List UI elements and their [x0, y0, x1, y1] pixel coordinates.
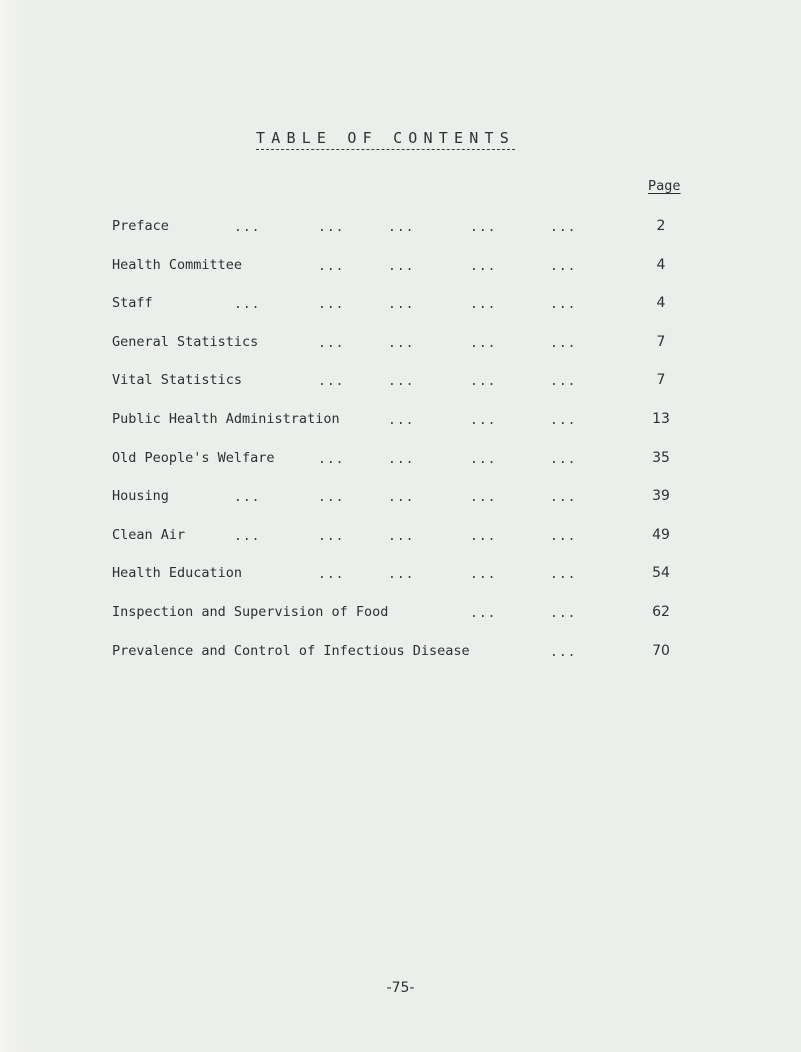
leader-dots: ... [388, 529, 415, 544]
toc-entry [112, 255, 692, 275]
toc-entry [112, 525, 692, 545]
leader-dots: ... [470, 452, 497, 467]
toc-entry-label: Vital Statistics [112, 372, 243, 388]
leader-dots: ... [550, 220, 577, 235]
leader-dots: ... [388, 490, 415, 505]
leader-dots: ... [318, 529, 345, 544]
leader-dots: ... [318, 490, 345, 505]
leader-dots: ... [388, 413, 415, 428]
leader-dots: ... [388, 297, 415, 312]
leader-dots: ... [550, 529, 577, 544]
leader-dots: ... [388, 259, 415, 274]
toc-entry-page: 2 [656, 218, 666, 234]
leader-dots: ... [550, 490, 577, 505]
toc-entry-label: Inspection and Supervision of Food [112, 604, 389, 620]
leader-dots: ... [470, 490, 497, 505]
leader-dots: ... [318, 336, 345, 351]
toc-entry-page: 13 [652, 411, 670, 427]
toc-entry [112, 332, 692, 352]
leader-dots: ... [318, 567, 345, 582]
leader-dots: ... [388, 336, 415, 351]
toc-entry-page: 54 [652, 565, 670, 581]
leader-dots: ... [550, 297, 577, 312]
leader-dots: ... [388, 452, 415, 467]
leader-dots: ... [318, 220, 345, 235]
toc-entry-label: Clean Air [112, 527, 186, 543]
toc-entry-label: General Statistics [112, 334, 259, 350]
toc-entry-label: Health Education [112, 565, 243, 581]
leader-dots: ... [550, 606, 577, 621]
leader-dots: ... [318, 374, 345, 389]
leader-dots: ... [388, 567, 415, 582]
leader-dots: ... [550, 336, 577, 351]
leader-dots: ... [470, 297, 497, 312]
toc-entry-label: Prevalence and Control of Infectious Disease [112, 643, 470, 659]
leader-dots: ... [550, 413, 577, 428]
leader-dots: ... [470, 220, 497, 235]
toc-entry [112, 216, 692, 236]
leader-dots: ... [234, 220, 261, 235]
toc-entry [112, 486, 692, 506]
page-title: TABLE OF CONTENTS [256, 128, 515, 150]
leader-dots: ... [550, 645, 577, 660]
toc-entry-page: 39 [652, 488, 670, 504]
toc-entry-page: 49 [652, 527, 670, 543]
toc-entry-page: 62 [652, 604, 670, 620]
leader-dots: ... [550, 374, 577, 389]
leader-dots: ... [318, 259, 345, 274]
toc-entry [112, 602, 692, 622]
leader-dots: ... [470, 336, 497, 351]
toc-entry-label: Old People's Welfare [112, 450, 275, 466]
toc-entry-label: Housing [112, 488, 169, 504]
toc-entry-label: Health Committee [112, 257, 243, 273]
leader-dots: ... [470, 567, 497, 582]
toc-entry-label: Staff [112, 295, 153, 311]
leader-dots: ... [388, 374, 415, 389]
leader-dots: ... [234, 490, 261, 505]
leader-dots: ... [234, 297, 261, 312]
toc-entry-page: 4 [656, 295, 666, 311]
leader-dots: ... [318, 297, 345, 312]
page-column-header: Page [648, 178, 681, 194]
leader-dots: ... [470, 606, 497, 621]
toc-entry [112, 563, 692, 583]
toc-entry [112, 370, 692, 390]
toc-entry-page: 4 [656, 257, 666, 273]
leader-dots: ... [234, 529, 261, 544]
leader-dots: ... [470, 529, 497, 544]
toc-entry-label: Public Health Administration [112, 411, 340, 427]
leader-dots: ... [550, 567, 577, 582]
toc-entry-page: 35 [652, 450, 670, 466]
footer-page-number: -75- [386, 980, 415, 996]
leader-dots: ... [470, 413, 497, 428]
toc-entry-label: Preface [112, 218, 169, 234]
toc-entry-page: 7 [656, 334, 666, 350]
page-edge-shading [0, 0, 28, 1052]
leader-dots: ... [470, 259, 497, 274]
toc-entry [112, 448, 692, 468]
leader-dots: ... [318, 452, 345, 467]
toc-entry-page: 70 [652, 643, 670, 659]
toc-entry [112, 293, 692, 313]
leader-dots: ... [550, 259, 577, 274]
leader-dots: ... [550, 452, 577, 467]
toc-entry [112, 409, 692, 429]
toc-entry-page: 7 [656, 372, 666, 388]
leader-dots: ... [470, 374, 497, 389]
toc-entry [112, 641, 692, 661]
leader-dots: ... [388, 220, 415, 235]
